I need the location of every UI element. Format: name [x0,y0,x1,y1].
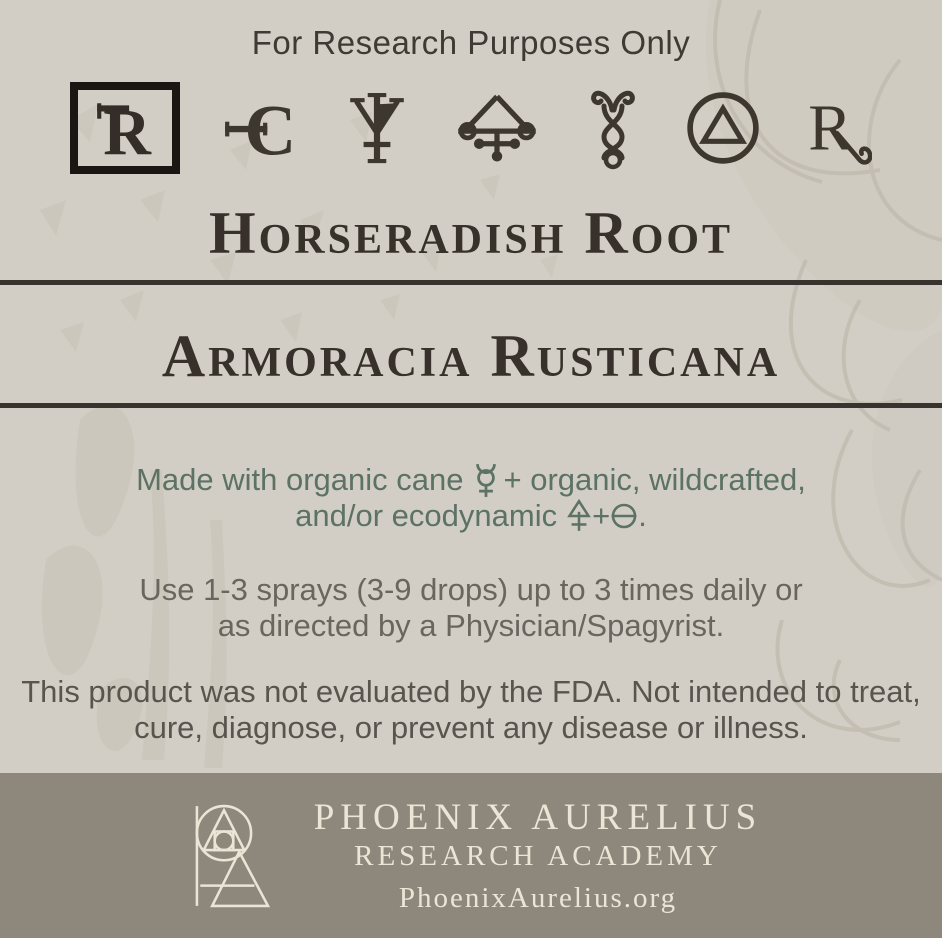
footer-text-block [314,797,763,915]
dosage-line-2: as directed by a Physician/Spagyrist. [217,608,725,643]
barred-r-icon [94,95,156,161]
org-division: RESEARCH ACADEMY [354,839,722,872]
svg-text:R: R [103,95,151,161]
rx-icon [804,90,872,166]
dosage-line-1: Use 1-3 sprays (3-9 drops) up to 3 times daily or [139,572,803,607]
research-purposes-header: For Research Purposes Only [251,24,691,61]
disclaimer-line-1: This product was not evaluated by the FDA. Not intended to treat, [21,674,921,709]
funnel-cross-symbol [344,89,410,167]
boxed-barred-r-symbol [70,82,180,174]
triangle-wand-symbol [453,89,541,167]
footer-band [0,773,942,938]
ingredients-line-1 [136,462,806,498]
barred-c-symbol [223,94,301,162]
triangle-in-circle-symbol [685,90,761,166]
ingredients-text-2: + organic, wildcrafted, [503,462,806,497]
fda-disclaimer [21,674,921,746]
ingredients-text-1: Made with organic cane [136,462,464,497]
triangle-wand-icon [453,89,541,167]
phoenix-aurelius-monogram-icon [180,792,290,920]
disclaimer-line-2: cure, diagnose, or prevent any disease or illness. [134,710,808,745]
mercury-spirit-icon [473,462,499,498]
website-url: PhoenixAurelius.org [398,881,678,914]
divider-rule-bottom [0,403,942,408]
svg-text:C: C [244,94,297,162]
ingredients-line-2 [136,498,806,534]
ingredients-text-3: and/or ecodynamic [295,498,558,533]
product-common-name: Horseradish Root [208,200,734,266]
salt-icon [610,502,638,530]
svg-text:R: R [808,91,853,165]
org-name: PHOENIX AURELIUS [313,796,763,838]
caduceus-icon [584,86,642,170]
triangle-in-circle-icon [685,90,761,166]
divider-rule-top [0,280,942,285]
dosage-directions [139,572,802,644]
sulfur-icon [566,498,592,534]
alchemical-symbol-row [0,76,942,180]
caduceus-symbol [584,86,642,170]
funnel-cross-icon [344,89,410,167]
barred-c-icon [223,94,301,162]
ingredients-period: . [638,498,647,533]
rx-prescription-symbol [804,90,872,166]
ingredients-statement [136,462,806,534]
product-latin-name: Armoracia Rusticana [161,323,781,389]
ingredients-plus: + [592,498,611,533]
